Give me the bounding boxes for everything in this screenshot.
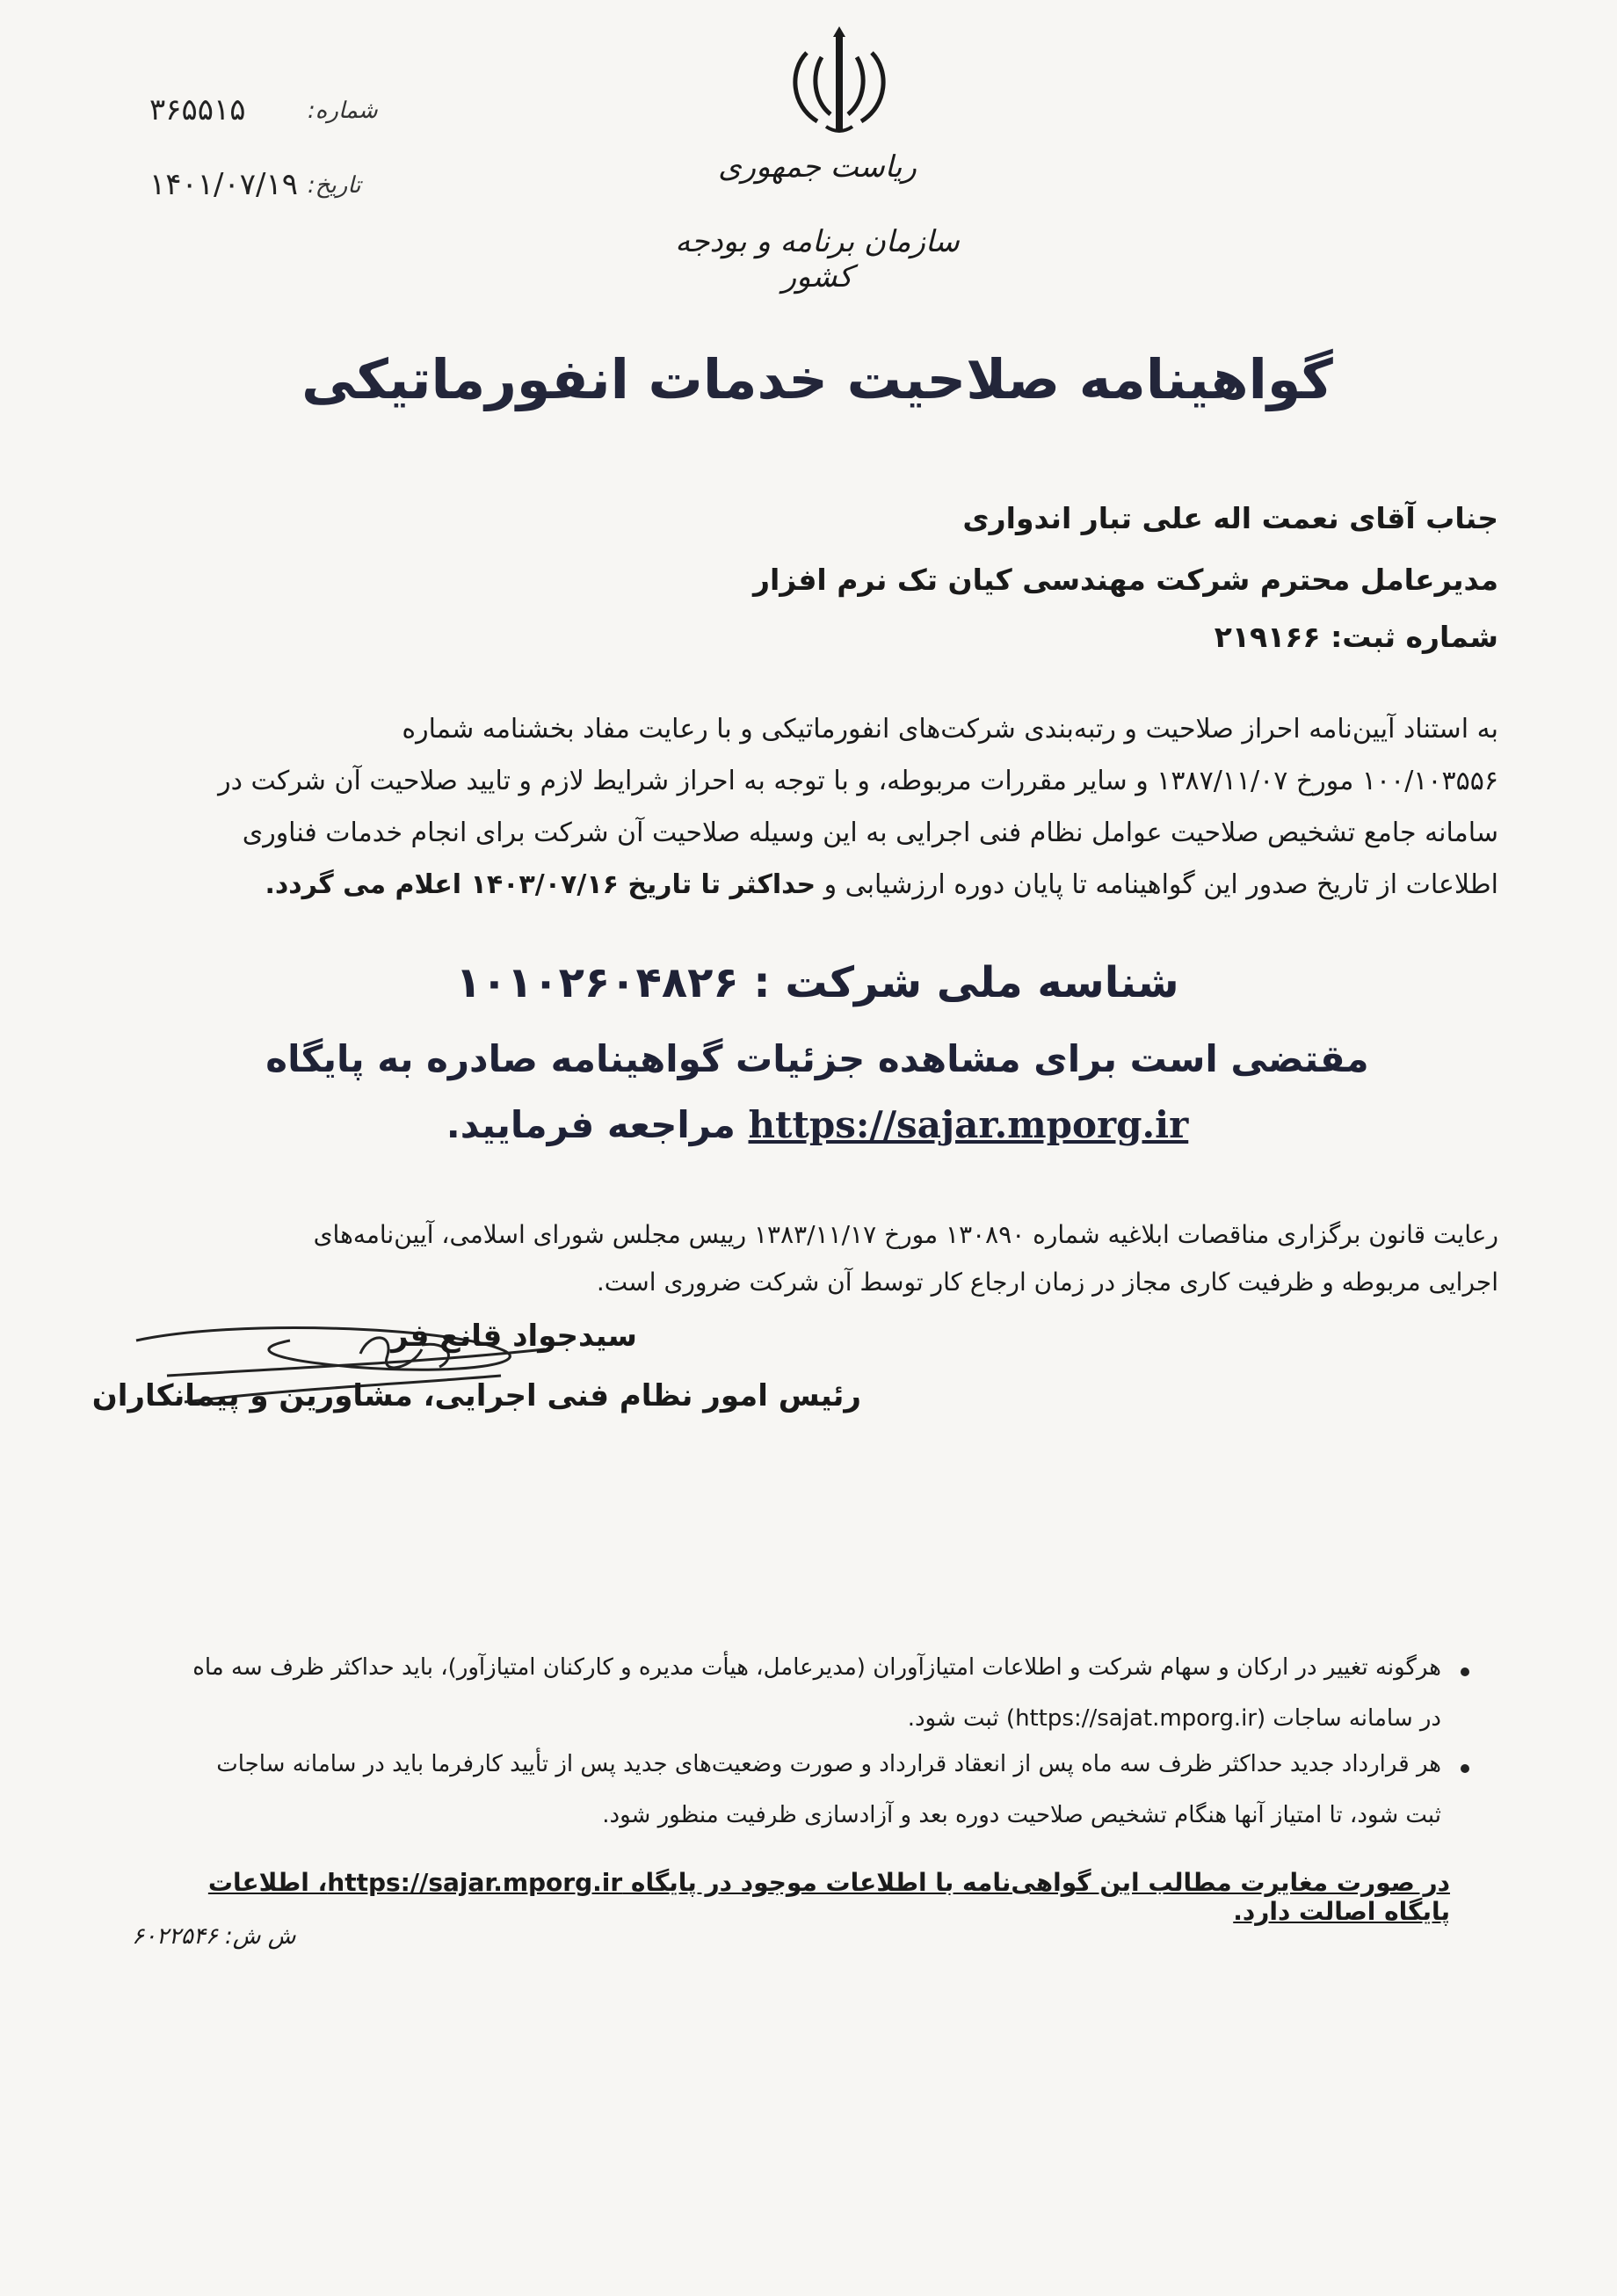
letter-number-label: شماره: [308,98,378,124]
signatory-title: رئیس امور نظام فنی اجرایی، مشاورین و پیمانکاران [91,1378,861,1413]
org-name-budget: سازمان برنامه و بودجه کشور [675,224,960,294]
registration-number: شماره ثبت: ۲۱۹۱۶۶ [1214,620,1498,654]
letter-date [123,167,387,211]
serial-number: ش ش: ۶۰۲۲۵۴۶ [132,1923,296,1950]
note-line-2: اجرایی مربوطه و ظرفیت کاری مجاز در زمان ارجاع کار توسط آن شرکت ضروری است. [596,1268,1498,1297]
note-line-1: رعایت قانون برگزاری مناقصات ابلاغیه شماره ۱۳۰۸۹۰ مورخ ۱۳۸۳/۱۱/۱۷ رییس مجلس شورای اسلامی، آیین‌نامه‌های [313,1220,1498,1249]
portal-link-suffix: مراجعه فرمایید. [446,1103,736,1146]
sajar-link[interactable]: https://sajar.mporg.ir [748,1103,1189,1146]
authenticity-warning: در صورت مغایرت مطالب این گواهی‌نامه با اطلاعات موجود در پایگاه https://sajar.mporg.ir، اطلاعات پایگاه اصالت دارد. [207,1868,1450,1926]
bullet-2-line-1: هر قرارداد جدید حداکثر ظرف سه ماه پس از انعقاد قرارداد و صورت وضعیت‌های جدید پس از تأیید کارفرما باید در سامانه ساجات [216,1751,1441,1777]
body-line-4 [132,859,1498,911]
body-line-3: سامانه جامع تشخیص صلاحیت عوامل نظام فنی اجرایی به این وسیله صلاحیت آن شرکت برای انجام خدمات فناوری [242,817,1498,848]
body-line-4-start: اطلاعات از تاریخ صدور این گواهینامه تا پایان دوره ارزشیابی و [823,869,1498,900]
signatory-name: سیدجواد قانع فر [391,1319,637,1354]
body-line-2: ۱۰۰/۱۰۳۵۵۶ مورخ ۱۳۸۷/۱۱/۰۷ و سایر مقررات مربوطه، و با توجه به احراز شرایط لازم و تایید صلاحیت آن شرکت در [218,766,1498,796]
bullet-1-line-2: در سامانه ساجات (https://sajat.mporg.ir) ثبت شود. [907,1705,1441,1732]
bullet-icon [1461,1668,1469,1676]
national-id-label: شناسه ملی شرکت : [753,958,1179,1007]
iran-emblem-icon [782,18,896,141]
org-name-presidency: ریاست جمهوری [718,149,917,185]
bullet-1-line-1: هرگونه تغییر در ارکان و سهام شرکت و اطلاعات امتیازآوران (مدیرعامل، هیأت مدیره و کارکنان امتیازآور)، باید حداکثر ظرف سه ماه [192,1654,1441,1681]
body-line-1: به استناد آیین‌نامه احراز صلاحیت و رتبه‌بندی شرکت‌های انفورماتیکی و با رعایت مفاد بخشنامه شماره [402,714,1498,745]
bullet-2-line-2: ثبت شود، تا امتیاز آنها هنگام تشخیص صلاحیت دوره بعد و آزادسازی ظرفیت منظور شود. [602,1802,1441,1828]
letter-number [123,92,387,136]
letter-date-label: تاریخ: [308,172,361,199]
letter-date-value: ۱۴۰۱/۰۷/۱۹ [149,167,299,202]
bullet-icon [1461,1764,1469,1773]
validity-deadline: حداکثر تا تاریخ ۱۴۰۳/۰۷/۱۶ اعلام می گردد. [265,869,816,900]
national-id-value: ۱۰۱۰۲۶۰۴۸۲۶ [455,958,739,1007]
recipient-name: جناب آقای نعمت اله علی تبار اندواری [962,501,1498,535]
certificate-title: گواهینامه صلاحیت خدمات انفورماتیکی [301,347,1333,411]
portal-instruction: مقتضی است برای مشاهده جزئیات گواهینامه صادره به پایگاه [265,1037,1369,1080]
national-id [176,958,1459,1007]
portal-link-line [176,1103,1459,1146]
recipient-position: مدیرعامل محترم شرکت مهندسی کیان تک نرم افزار [752,563,1498,597]
letter-number-value: ۳۶۵۵۱۵ [149,92,246,127]
